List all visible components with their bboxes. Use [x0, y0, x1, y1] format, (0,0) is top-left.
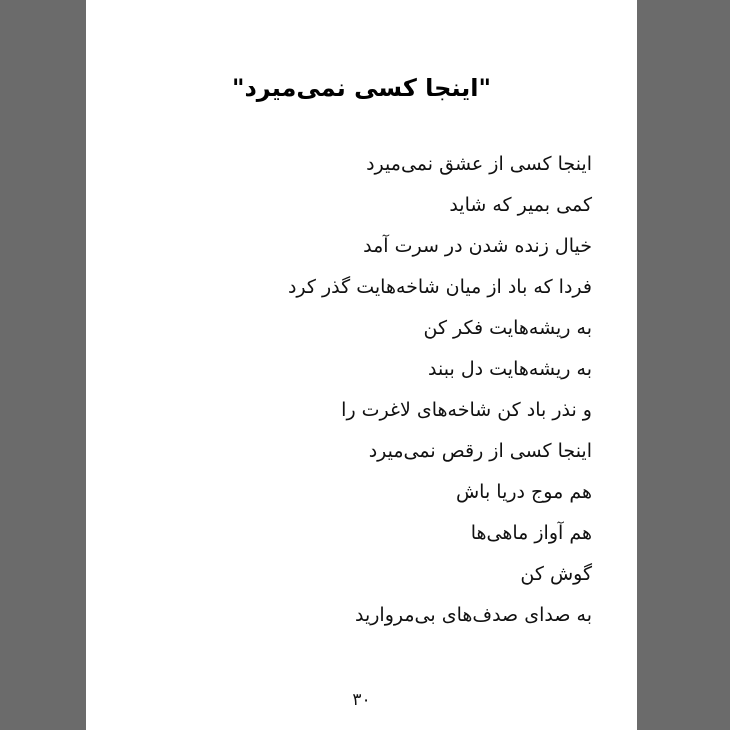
poem-line: به ریشه‌هایت فکر کن	[423, 317, 592, 339]
poem-body	[152, 144, 592, 636]
poem-line: به صدای صدف‌های بی‌مروارید	[354, 604, 592, 626]
poem-line: به ریشه‌هایت دل ببند	[428, 358, 592, 380]
poem-line: و نذر باد کن شاخه‌های لاغرت را	[341, 399, 592, 421]
poem-line: هم موج دریا باش	[455, 481, 592, 503]
poem-line: خیال زنده شدن در سرت آمد	[363, 235, 592, 257]
poem-line: هم آواز ماهی‌ها	[470, 522, 592, 544]
poem-line: گوش کن	[520, 563, 592, 585]
poem-line: فردا که باد از میان شاخه‌هایت گذر کرد	[287, 276, 592, 298]
poem-line: کمی بمیر که شاید	[449, 194, 592, 216]
poem-line: اینجا کسی از عشق نمی‌میرد	[366, 153, 592, 175]
page-number: ۳۰	[352, 690, 371, 710]
poem-title: "اینجا کسی نمی‌میرد"	[231, 74, 491, 102]
poem-line: اینجا کسی از رقص نمی‌میرد	[368, 440, 592, 462]
document-page	[86, 0, 637, 730]
